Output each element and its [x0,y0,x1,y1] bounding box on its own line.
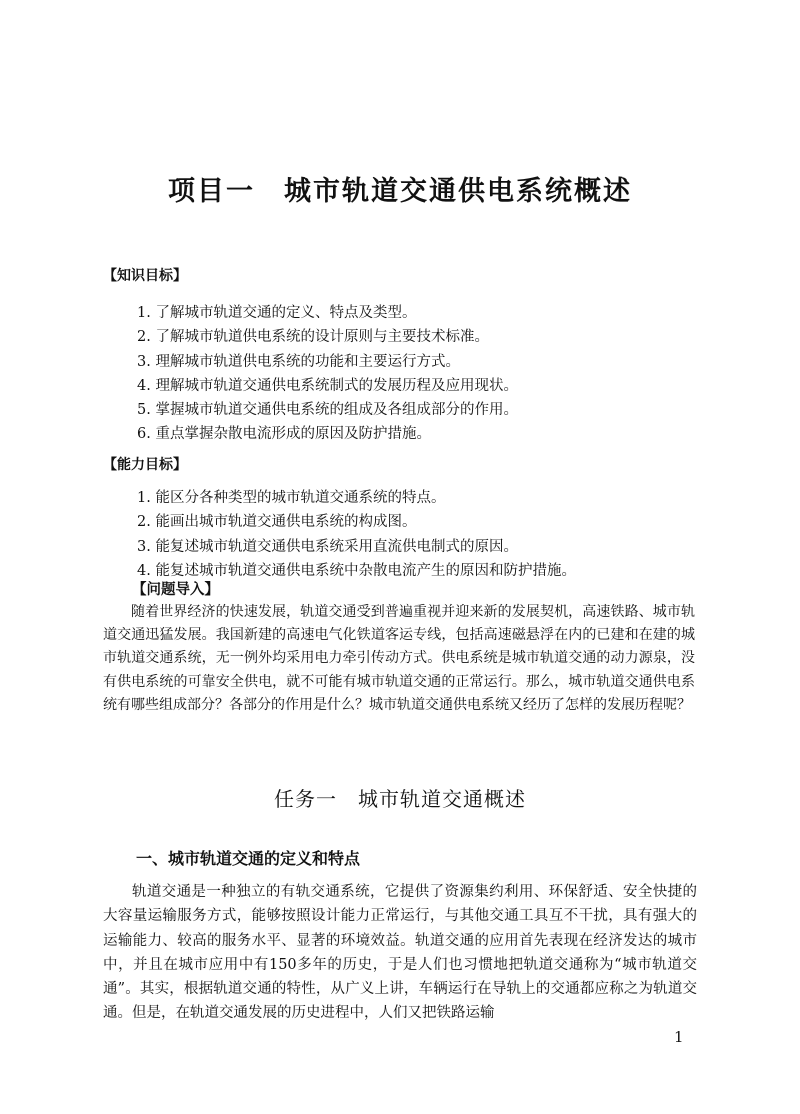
knowledge-objectives-label: 【知识目标】 [103,268,187,284]
list-item: 5. 掌握城市轨道交通供电系统的组成及各组成部分的作用。 [137,402,518,419]
list-item: 2. 能画出城市轨道交通供电系统的构成图。 [137,514,417,531]
problem-intro-label: 【问题导入】 [132,582,219,598]
section-heading: 一、城市轨道交通的定义和特点 [136,849,361,868]
ability-objectives-label: 【能力目标】 [103,457,187,473]
body-paragraph: 轨道交通是一种独立的有轨交通系统，它提供了资源集约利用、环保舒适、安全快捷的大容量运输服务方式，能够按照设计能力正常运行，与其他交通工具互不干扰，具有强大的运输能力、较高的服务水平、显著的环境效益。轨道交通的应用首先表现在经济发达的城市中，并且在城市应用中有150多年的历史，于是人们也习惯地把轨道交通称为“城市轨道交通”。其实，根据轨道交通的特性，从广义上讲，车辆运行在导轨上的交通都应称之为轨道交通。但是，在轨道交通发展的历史进程中，人们又把铁路运输 [103,884,697,1022]
project-title: 项目一 城市轨道交通供电系统概述 [168,176,632,207]
list-item: 3. 理解城市轨道供电系统的功能和主要运行方式。 [137,353,460,370]
page-number: 1 [674,1028,684,1046]
task-title: 任务一 城市轨道交通概述 [274,787,526,811]
ability-objectives-list [137,486,576,583]
list-item: 4. 理解城市轨道交通供电系统制式的发展历程及应用现状。 [137,377,518,394]
problem-intro-paragraph: 随着世界经济的快速发展，轨道交通受到普遍重视并迎来新的发展契机，高速铁路、城市轨道交通迅猛发展。我国新建的高速电气化铁道客运专线，包括高速磁悬浮在内的已建和在建的城市轨道交通系统，无一例外均采用电力牵引传动方式。供电系统是城市轨道交通的动力源泉，没有供电系统的可靠安全供电，就不可能有城市轨道交通的正常运行。那么，城市轨道交通供电系统有哪些组成部分？各部分的作用是什么？城市轨道交通供电系统又经历了怎样的发展历程呢？ [103,604,695,713]
list-item: 6. 重点掌握杂散电流形成的原因及防护措施。 [137,426,431,443]
list-item: 1. 了解城市轨道交通的定义、特点及类型。 [137,305,417,321]
list-item: 1. 能区分各种类型的城市轨道交通系统的特点。 [137,490,446,506]
list-item: 4. 能复述城市轨道交通供电系统中杂散电流产生的原因和防护措施。 [137,562,576,579]
knowledge-objectives-list [137,301,518,447]
list-item: 2. 了解城市轨道供电系统的设计原则与主要技术标准。 [137,329,489,346]
list-item: 3. 能复述城市轨道交通供电系统采用直流供电制式的原因。 [137,538,518,555]
